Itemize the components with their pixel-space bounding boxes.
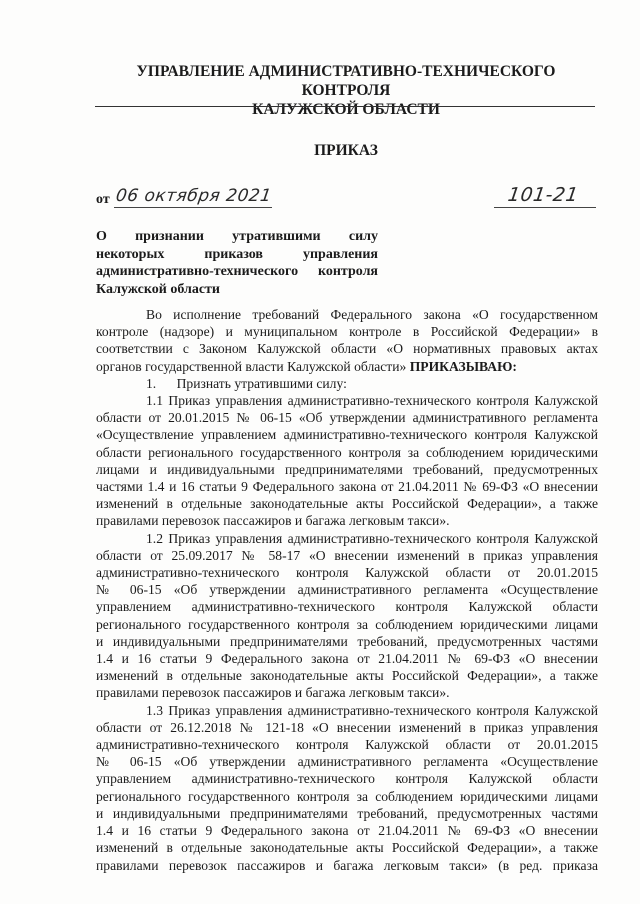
- body-line: правилами перевозок пассажиров и багажа легковым такси».: [96, 513, 450, 529]
- body-line: изменений в отдельные законодательные акты Российской Федерации», а также: [96, 668, 598, 684]
- body-line: соответствии с Законом Калужской области «О нормативных правовых актах: [96, 341, 598, 357]
- body-line: 1.4 и 16 статьи 9 Федерального закона от 21.04.2011 № 69-ФЗ «О внесении: [96, 651, 598, 667]
- order-keyword: ПРИКАЗЫВАЮ:: [409, 358, 517, 374]
- body-line: и индивидуальными предпринимателями требований, предусмотренных частями: [96, 805, 598, 821]
- handwritten-date: 06 октября 2021: [114, 186, 273, 206]
- body-line: регионального государственного контроля за соблюдением юридическими лицами: [96, 788, 598, 804]
- body-line: 1.1 Приказ управления административно-технического контроля Калужской: [146, 393, 598, 409]
- body-line: № 06-15 «Об утверждении административного регламента «Осуществление: [96, 582, 598, 598]
- handwritten-number: 101-21: [506, 184, 580, 206]
- body-line-text: органов государственной власти Калужской области»: [96, 358, 407, 374]
- body-line: области от 25.09.2017 № 58-17 «О внесении изменений в приказ управления: [96, 547, 598, 563]
- body-line: частями 1.4 и 16 статьи 9 Федерального закона от 21.04.2011 № 69-ФЗ «О внесении: [96, 479, 598, 495]
- body-line: «Осуществление управлением административно-технического контроля Калужской: [96, 427, 598, 443]
- number-underline: [494, 207, 596, 208]
- body-line: № 06-15 «Об утверждении административного регламента «Осуществление: [96, 754, 598, 770]
- body-line: административно-технического контроля Калужской области от 20.01.2015: [96, 565, 598, 581]
- body-line: правилами перевозок пассажиров и багажа легковым такси» (в ред. приказа: [96, 857, 598, 873]
- body-line: 1.4 и 16 статьи 9 Федерального закона от 21.04.2011 № 69-ФЗ «О внесении: [96, 823, 598, 839]
- body-line: лицами и индивидуальными предпринимателями требований, предусмотренных: [96, 461, 598, 477]
- subject-block: [96, 228, 378, 298]
- header-divider: [95, 106, 595, 107]
- date-prefix: от: [96, 192, 110, 207]
- body-line: 1. Признать утратившими силу:: [146, 375, 347, 391]
- org-name: [96, 62, 596, 119]
- org-name-line2: КАЛУЖСКОЙ ОБЛАСТИ: [252, 101, 440, 118]
- body-line: Во исполнение требований Федерального закона «О государственном: [146, 307, 598, 322]
- body-line: правилами перевозок пассажиров и багажа легковым такси».: [96, 685, 450, 701]
- org-name-line1: УПРАВЛЕНИЕ АДМИНИСТРАТИВНО-ТЕХНИЧЕСКОГО КОНТРОЛЯ: [136, 63, 556, 99]
- body-line: 1.2 Приказ управления административно-технического контроля Калужской: [146, 530, 598, 546]
- document-type: ПРИКАЗ: [314, 142, 378, 159]
- body-line: регионального государственного контроля за соблюдением юридическими лицами: [96, 616, 598, 632]
- subject-line: административно-технического контроля: [96, 264, 378, 279]
- body-line: изменений в отдельные законодательные акты Российской Федерации», а также: [96, 840, 598, 856]
- body-line: области от 26.12.2018 № 121-18 «О внесении изменений в приказ управления: [96, 719, 598, 735]
- body-line: управлением административно-технического контроля Калужской области: [96, 771, 598, 787]
- body-line: и индивидуальными предпринимателями требований, предусмотренных частями: [96, 633, 598, 649]
- body-line: 1.3 Приказ управления административно-технического контроля Калужской: [146, 702, 598, 718]
- body-line: контроле (надзоре) и муниципальном контроле в Российской Федерации» в: [96, 324, 598, 340]
- document-body: [96, 306, 598, 874]
- date-underline: [114, 207, 272, 208]
- body-line: управлением административно-технического контроля Калужской области: [96, 599, 598, 615]
- body-line: изменений в отдельные законодательные акты Российской Федерации», а также: [96, 496, 598, 512]
- subject-line: некоторых приказов управления: [96, 246, 378, 262]
- body-line: [96, 358, 598, 375]
- subject-line: О признании утратившими силу: [96, 229, 378, 244]
- subject-line: Калужской области: [96, 281, 220, 297]
- body-line: области от 20.01.2015 № 06-15 «Об утверждении административного регламента: [96, 410, 598, 426]
- body-line: области регионального государственного контроля за соблюдением юридическими: [96, 444, 598, 460]
- body-line: административно-технического контроля Калужской области от 20.01.2015: [96, 737, 598, 753]
